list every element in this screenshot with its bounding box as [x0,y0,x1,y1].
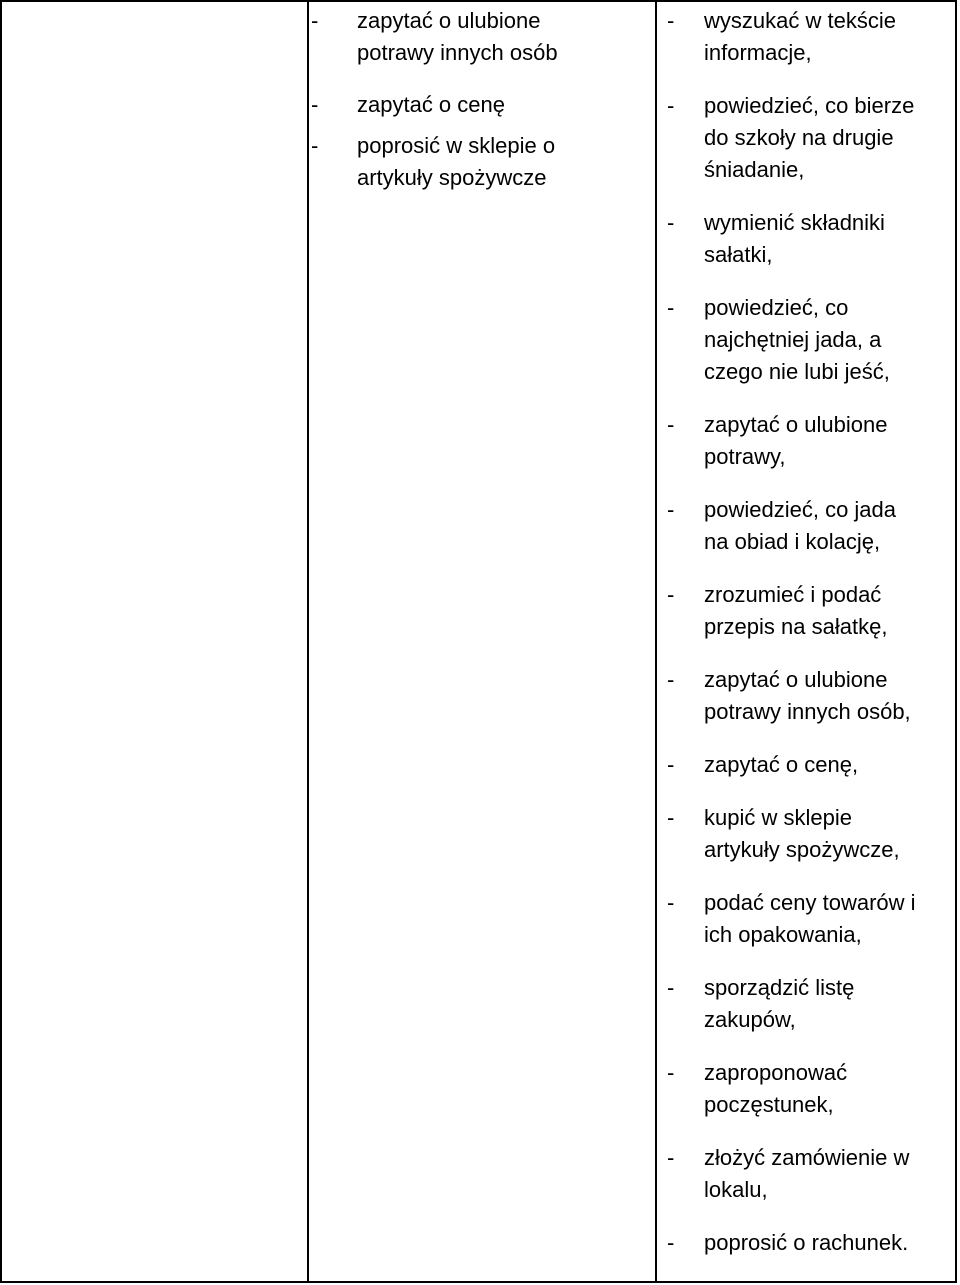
bullet-dash: - [667,497,675,522]
item-text: wyszukać w tekście informacje, [704,8,896,65]
column-divider [655,2,657,1281]
bullet-dash: - [667,1145,675,1170]
right-skill-list [667,5,947,1259]
column-divider [307,2,309,1281]
list-item [311,130,631,194]
item-text: powiedzieć, co bierze do szkoły na drugie śniadanie, [704,93,915,182]
bullet-dash: - [311,8,319,33]
list-item [667,579,947,643]
item-text: poprosić o rachunek. [704,1230,909,1255]
list-item [667,494,947,558]
bullet-dash: - [667,582,675,607]
item-text: poprosić w sklepie o artykuły spożywcze [357,133,556,190]
bullet-dash: - [667,805,675,830]
bullet-dash: - [667,1230,675,1255]
cell-middle [311,5,631,194]
list-item [667,1142,947,1206]
bullet-dash: - [311,133,319,158]
bullet-dash: - [667,667,675,692]
item-text: zapytać o ulubione potrawy innych osób, [704,667,911,724]
list-item [667,887,947,951]
list-item [311,5,631,69]
cell-right [667,5,947,1259]
list-item [667,5,947,69]
bullet-dash: - [667,210,675,235]
item-text: podać ceny towarów i ich opakowania, [704,890,916,947]
item-text: zapytać o ulubione potrawy, [704,412,888,469]
bullet-dash: - [311,92,319,117]
list-item [667,292,947,388]
list-item [667,207,947,271]
list-item [667,972,947,1036]
item-text: wymienić składniki sałatki, [704,210,885,267]
bullet-dash: - [667,890,675,915]
list-item [311,89,631,121]
item-text: powiedzieć, co najchętniej jada, a czego nie lubi jeść, [704,295,890,384]
list-item [667,409,947,473]
bullet-dash: - [667,93,675,118]
list-item [667,802,947,866]
bullet-dash: - [667,975,675,1000]
list-item [667,1227,947,1259]
bullet-dash: - [667,8,675,33]
item-text: zapytać o ulubione potrawy innych osób [357,8,558,65]
item-text: powiedzieć, co jada na obiad i kolację, [704,497,897,554]
bullet-dash: - [667,1060,675,1085]
cell-left-empty [2,2,307,1281]
bullet-dash: - [667,295,675,320]
list-item [667,1057,947,1121]
item-text: zapytać o cenę [357,92,505,117]
list-item [667,664,947,728]
item-text: zrozumieć i podać przepis na sałatkę, [704,582,888,639]
item-text: zaproponować poczęstunek, [704,1060,848,1117]
item-text: kupić w sklepie artykuły spożywcze, [704,805,900,862]
item-text: zapytać o cenę, [704,752,859,777]
list-item [667,90,947,186]
item-text: złożyć zamówienie w lokalu, [704,1145,910,1202]
item-text: sporządzić listę zakupów, [704,975,855,1032]
bullet-dash: - [667,412,675,437]
list-item [667,749,947,781]
middle-skill-list [311,5,631,194]
bullet-dash: - [667,752,675,777]
